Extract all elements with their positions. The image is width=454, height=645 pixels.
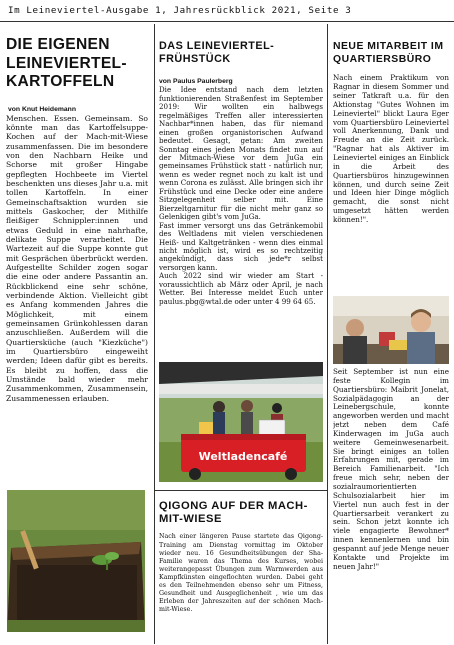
article-new-staff-continued <box>333 368 449 632</box>
staff-illustration <box>333 296 449 364</box>
article-new-staff <box>333 26 449 291</box>
cart-lettering: Weltladencafé <box>198 450 288 463</box>
article-paragraph: Nach einer längeren Pause startete das Qigong-Training am Dienstag vormittag im Oktober wieder neu. 16 Gesundheitsübungen der Sha-Familie waren das Thema des Kurses, wobei weiterangepasst Übungen zum Warmwerden aus Kampfkünsten eingeflochten wurden. Dabei geht es den Teilnehmenden ebenso sehr um Fitness, Gesundheit und Ausgeglichenheit , wie um das Erleben der Jahreszeiten auf der schönen Mach-mit-Wiese. <box>159 533 323 614</box>
article-paragraph: Seit September ist nun eine feste Kollegin im Quartiersbüro: Maibrit Jonelat, Sozialpädagogin an der Leinebergschule, konnte angeworben werden und macht jetzt neben dem Café Kinderwagen im JuGa auch weitere Gemeinwesenarbeit. Sie bringt einiges an tollen Erfahrungen mit, gerade im Bereich Familienarbeit. "Ich freue mich sehr, neben der sozialraumorientierten Schulsozialarbeit hier im Viertel nun auch fest in der Quartiersarbeit verankert zu sein. Schon jetzt konnte ich viele engagierte Bewohner* innen kennenlernen und bin gespannt auf jede Menge neuer Kontakte und Projekte im neuen Jahr!" <box>333 368 449 571</box>
section-divider <box>154 490 328 491</box>
article-paragraph: Auch 2022 sind wir wieder am Start - voraussichtlich ab März oder April, je nach Wetter. Bei Interesse meldet Euch unter paulus.pbg@wtal.de oder unter 4 99 64 65. <box>159 271 323 306</box>
article-byline: von Knut Heidemann <box>8 105 76 113</box>
article-body <box>6 114 148 404</box>
breakfast-photo <box>159 362 323 482</box>
article-body <box>333 74 449 224</box>
article-paragraph: Fast immer versorgt uns das Getränkemobil des Weltladens mit vielen verschiedenen Heiß- und Kaltgetränken - wenn dies einmal nicht möglich ist, wird es so rechtzeitig angekündigt, dass sich jede*r selbst versorgen kann. <box>159 220 323 272</box>
article-title: DAS LEINEVIERTEL-FRÜHSTÜCK <box>159 40 275 66</box>
article-paragraph: Die Idee entstand nach dem letzten funktionierenden Straßenfest im September 2019: Wir wollten ein halbwegs regelmäßiges Treffen aller interessierten Nachbar*innen haben, das für niemand einen großen organistorischen Aufwand bedeutet. Gesagt, getan: Am zweiten Sonntag eines jeden Monats findet nun auf der Mitmach-Wiese vor dem JuGa ein gemeinsames Frühstück statt - natürlich nur, wenn es weder regnet noch zu kalt ist und wenn Corona es zulässt. Alle bringen sich ihr Frühstück und eine Decke oder eine andere Sitzgelegenheit selber mit. Eine Bierzeltgarnitur für die nicht mehr ganz so Gelenkigen gibt's vom JuGa. <box>159 85 323 222</box>
raised-bed-photo <box>7 490 145 632</box>
page-header: Im Leineviertel-Ausgabe 1, Jahresrückblick 2021, Seite 3 <box>0 0 454 22</box>
article-body <box>159 533 323 614</box>
article-title: DIE EIGENEN LEINEVIERTEL-KARTOFFELN <box>6 36 127 90</box>
column-divider-2 <box>327 24 328 644</box>
article-body <box>333 368 449 571</box>
cafe-cart-illustration <box>159 362 323 482</box>
raised-bed-illustration <box>7 490 145 632</box>
article-breakfast <box>159 26 323 376</box>
article-qigong <box>159 496 323 631</box>
article-title: QIGONG AUF DER MACH-MIT-WIESE <box>159 500 308 526</box>
article-paragraph: Nach einem Praktikum von Ragnar in diesem Sommer und seiner Tatkraft u.a. für den Aktionstag "Gutes Wohnen im Leineviertel" blickt Laura Eger vom Quartiersbüro Leineviertel voll Anerkennung, Dank und Freude an die Zeit zurück. "Ragnar hat als Aktiver im Leineviertel einiges an Einblick in die Arbeit des Quartiersbüros hinzugewinnen können, und durch seine Zeit und Ideen hier Dinge möglich gemacht, die sonst nicht umgesetzt hätten werden können!". <box>333 73 449 224</box>
column-divider-1 <box>154 24 155 644</box>
article-body <box>159 86 323 306</box>
staff-photo <box>333 296 449 364</box>
article-title: NEUE MITARBEIT IM QUARTIERSBÜRO <box>333 41 444 66</box>
article-paragraph: Menschen. Essen. Gemeinsam. So könnte man das Kartoffelsuppe-Kochen auf der Mach-mit-Wiese zusammenfassen. Die im besondere von den Nachbarn Heike und Schorse mit großer Hingabe gepflegten Hochbeete im Viertel beschenkten uns dieses Jahr u.a. mit tollen Kartoffeln. In einer Gemeinschaftsaktion wurden sie mittels Gaskocher, der Mithilfe fleißiger Schnippler:innen und etwas Geduld in eine nahrhafte, delikate Suppe verarbeitet. Die Wartezeit auf die Suppe konnte gut mit Gesprächen überbrückt werden. Aufgestellte Schilder zogen sogar die eine oder andere Passantin an. Rückblickend eine sehr schöne, verbindende Aktion. Vielleicht gibt es Anfang kommenden Jahres die Möglichkeit, mit einem gemeinsamen Grünkohlessen daran anzuschließen. Außerdem will die Quartiersküche (auch "Kiezküche") im Quartiersbüro eingeweiht werden; Ideen dafür gibt es bereits. Es bleibt zu hoffen, dass die Umstände bald wieder mehr Zusammenkommen, Zusammensein, Zusammenessen erlauben. <box>6 113 148 403</box>
article-byline: von Paulus Paulerberg <box>159 78 233 86</box>
